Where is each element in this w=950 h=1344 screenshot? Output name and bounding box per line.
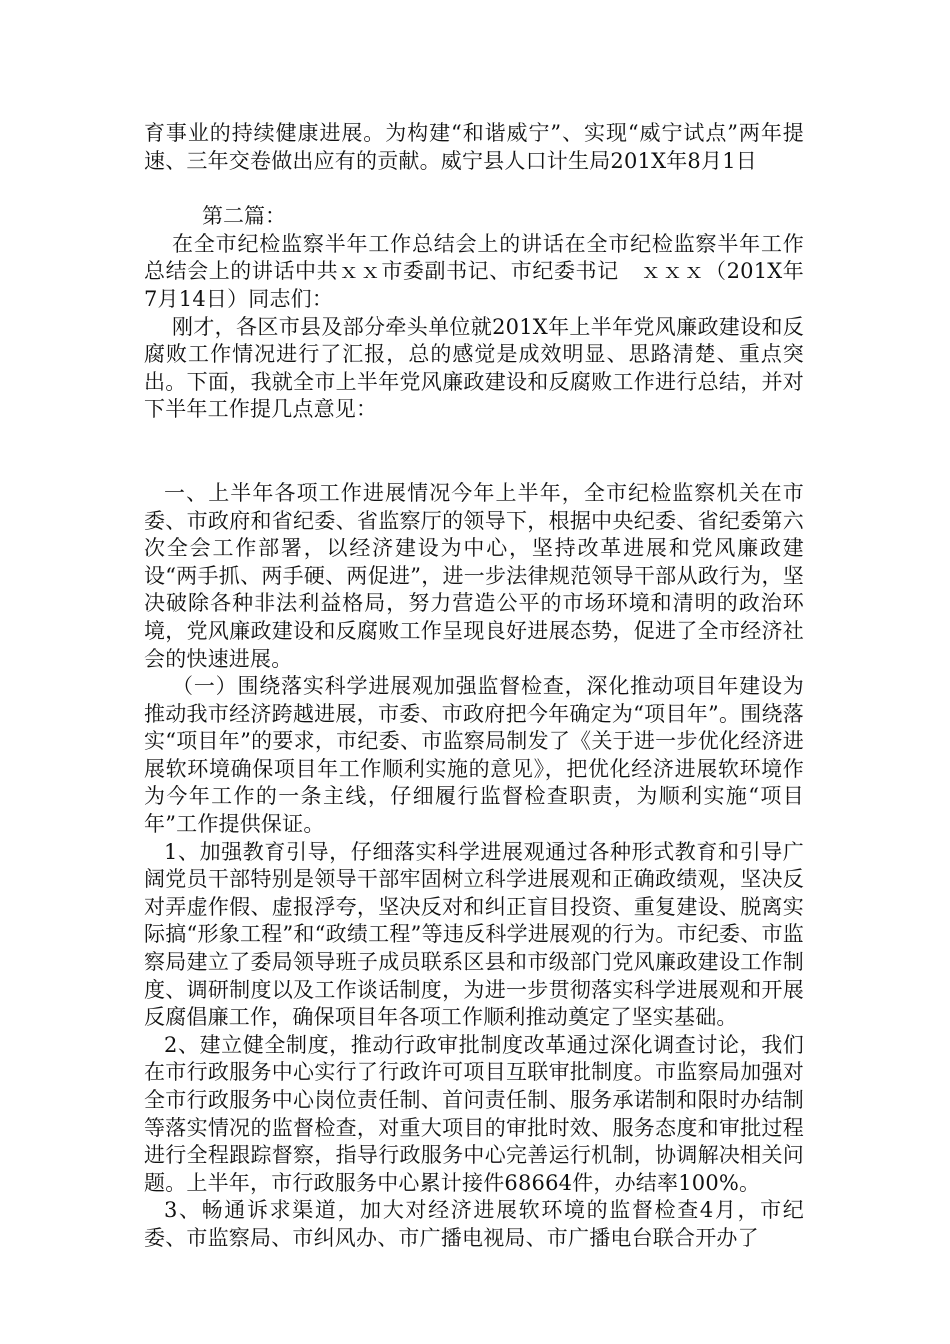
spacer	[144, 175, 804, 203]
spacer	[144, 424, 804, 480]
paragraph-item-3: 3、畅通诉求渠道，加大对经济进展软环境的监督检查4月，市纪委、市监察局、市纠风办、市广播电视局、市广播电台联合开办了	[144, 1198, 804, 1250]
document-page	[144, 120, 804, 1253]
paragraph-subsection-one: （一）围绕落实科学进展观加强监督检查，深化推动项目年建设为推动我市经济跨越进展，市委、市政府把今年确定为“项目年”。围绕落实“项目年”的要求，市纪委、市监察局制发了《关于进一步优化经济进展软环境确保项目年工作顺利实施的意见》，把优化经济进展软环境作为今年工作的一条主线，仔细履行监督检查职责，为顺利实施“项目年”工作提供保证。	[144, 674, 804, 837]
paragraph-section-one: 一、上半年各项工作进展情况今年上半年，全市纪检监察机关在市委、市政府和省纪委、省监察厅的领导下，根据中央纪委、省纪委第六次全会工作部署，以经济建设为中心，坚持改革进展和党风廉政建设“两手抓、两手硬、两促进”，进一步法律规范领导干部从政行为，坚决破除各种非法利益格局，努力营造公平的市场环境和清明的政治环境，党风廉政建设和反腐败工作呈现良好进展态势，促进了全市经济社会的快速进展。	[144, 480, 804, 671]
paragraph-closing: 育事业的持续健康进展。为构建“和谐威宁”、实现“威宁试点”两年提速、三年交卷做出应有的贡献。威宁县人口计生局201X年8月1日	[144, 121, 804, 173]
paragraph-speech-title: 在全市纪检监察半年工作总结会上的讲话在全市纪检监察半年工作总结会上的讲话中共ｘｘ市委副书记、市纪委书记 ｘｘｘ（201X年7月14日）同志们：	[144, 231, 804, 311]
paragraph-intro: 刚才，各区市县及部分牵头单位就201X年上半年党风廉政建设和反腐败工作情况进行了汇报，总的感觉是成效明显、思路清楚、重点突出。下面，我就全市上半年党风廉政建设和反腐败工作进行总结，并对下半年工作提几点意见：	[144, 314, 804, 422]
paragraph-item-1: 1、加强教育引导，仔细落实科学进展观通过各种形式教育和引导广阔党员干部特别是领导干部牢固树立科学进展观和正确政绩观，坚决反对弄虚作假、虚报浮夸，坚决反对和纠正盲目投资、重复建设、脱离实际搞“形象工程”和“政绩工程”等违反科学进展观的行为。市纪委、市监察局建立了委局领导班子成员联系区县和市级部门党风廉政建设工作制度、调研制度以及工作谈话制度，为进一步贯彻落实科学进展观和开展反腐倡廉工作，确保项目年各项工作顺利推动奠定了坚实基础。	[144, 839, 804, 1030]
section-heading-part-two: 第二篇：	[202, 204, 286, 229]
paragraph-item-2: 2、建立健全制度，推动行政审批制度改革通过深化调查讨论，我们在市行政服务中心实行了行政许可项目互联审批制度。市监察局加强对全市行政服务中心岗位责任制、首问责任制、服务承诺制和限时办结制等落实情况的监督检查，对重大项目的审批时效、服务态度和审批过程进行全程跟踪督察，指导行政服务中心完善运行机制，协调解决相关问题。上半年，市行政服务中心累计接件68664件，办结率100%。	[144, 1032, 804, 1195]
